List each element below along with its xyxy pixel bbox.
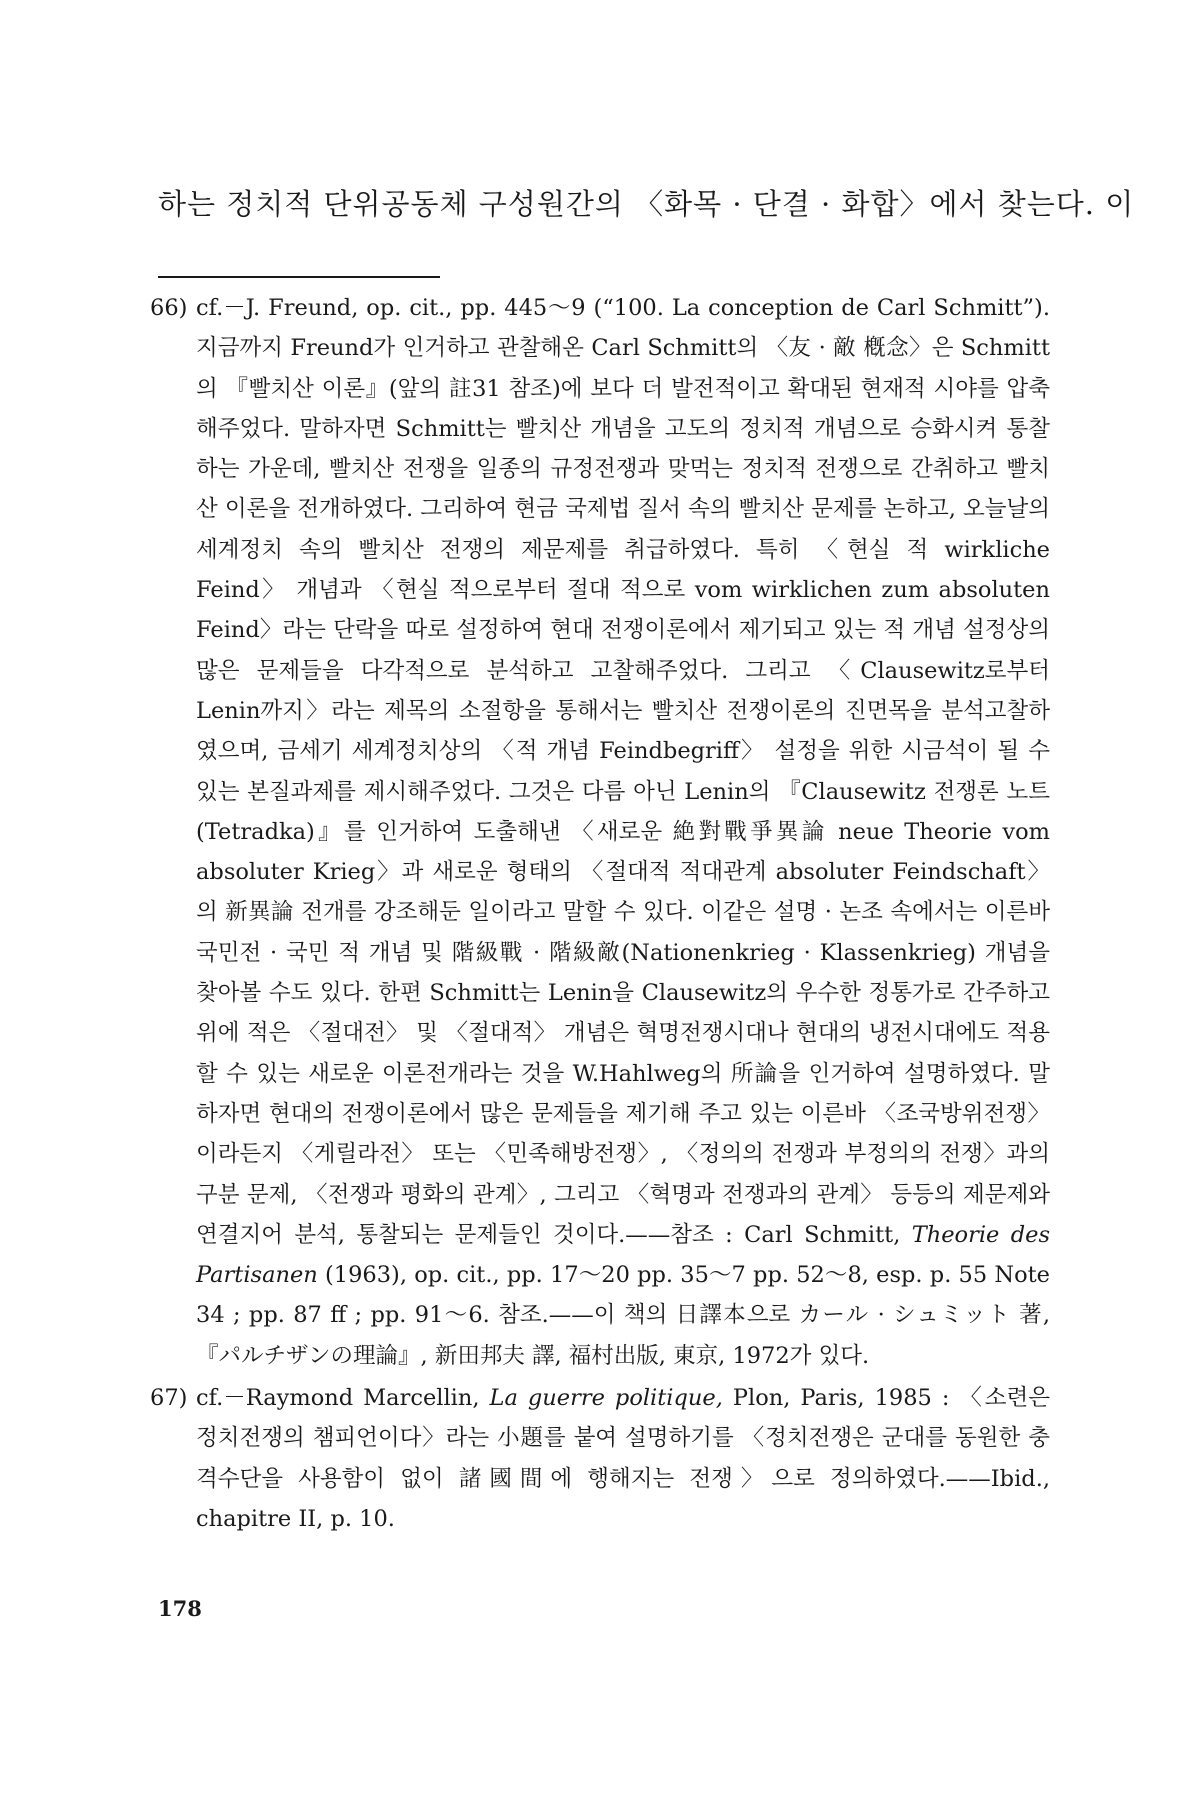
footnote-book-title: Theorie des Partisanen [196, 1221, 1051, 1289]
footnote-number: 67) [150, 1385, 188, 1412]
page-number: 178 [158, 1596, 202, 1621]
footnote-text-continued: Plon, Paris, 1985 : 〈소련은 정치전쟁의 챔피언이다〉라는 小題를 붙여 설명하기를 〈정치전쟁은 군대를 동원한 충격수단을 사용함이 없이 諸國間에 행해지는 전쟁〉으로 정의하였다.——Ibid., chapitre II, p. 10. [196, 1385, 1050, 1532]
footnote-text: cf.－Raymond Marcellin, [196, 1385, 490, 1412]
footnote-67 [150, 1378, 1050, 1539]
footnotes [150, 288, 1050, 1539]
footnote-66 [150, 288, 1050, 1376]
footnote-text-continued: (1963), op. cit., pp. 17～20 pp. 35～7 pp. 52～8, esp. p. 55 Note 34 ; pp. 87 ff ; pp. 91～6. 참조.——이 책의 日譯本으로 カール · シュミット 著, 『パルチザンの理論』, 新田邦夫 譯, 福村出版, 東京, 1972가 있다. [196, 1262, 1050, 1369]
body-text-line: 하는 정치적 단위공동체 구성원간의 〈화목 · 단결 · 화합〉에서 찾는다. 이 [158, 187, 1135, 221]
footnote-number: 66) [150, 295, 188, 321]
footnote-text: cf.－J. Freund, op. cit., pp. 445～9 (“100. La conception de Carl Schmitt”). 지금까지 Freund가 인거하고 관찰해온 Carl Schmitt의 〈友 · 敵 槪念〉은 Schmitt의 『빨치산 이론』(앞의 註31 참조)에 보다 더 발전적이고 확대된 현재적 시야를 압축해주었다. 말하자면 Schmitt는 빨치산 개념을 고도의 정치적 개념으로 승화시켜 통찰하는 가운데, 빨치산 전쟁을 일종의 규정전쟁과 맞먹는 정치적 전쟁으로 간취하고 빨치산 이론을 전개하였다. 그리하여 현금 국제법 질서 속의 빨치산 문제를 논하고, 오늘날의 세계정치 속의 빨치산 전쟁의 제문제를 취급하였다. 특히 〈현실 적 wirkliche Feind〉 개념과 〈현실 적으로부터 절대 적으로 vom wirklichen zum absoluten Feind〉라는 단락을 따로 설정하여 현대 전쟁이론에서 제기되고 있는 적 개념 설정상의 많은 문제들을 다각적으로 분석하고 고찰해주었다. 그리고 〈Clausewitz로부터 Lenin까지〉라는 제목의 소절항을 통해서는 빨치산 전쟁이론의 진면목을 분석고찰하였으며, 금세기 세계정치상의 〈적 개념 Feindbegriff〉 설정을 위한 시금석이 될 수 있는 본질과제를 제시해주었다. 그것은 다름 아닌 Lenin의 『Clausewitz 전쟁론 노트(Tetradka)』를 인거하여 도출해낸 〈새로운 絶對戰爭異論 neue Theorie vom absoluter Krieg〉과 새로운 형태의 〈절대적 적대관계 absoluter Feindschaft〉의 新異論 전개를 강조해둔 일이라고 말할 수 있다. 이같은 설명 · 논조 속에서는 이른바 국민전 · 국민 적 개념 및 階級戰 · 階級敵(Nationenkrieg · Klassenkrieg) 개념을 찾아볼 수도 있다. 한편 Schmitt는 Lenin을 Clausewitz의 우수한 정통가로 간주하고 위에 적은 〈절대전〉 및 〈절대적〉 개념은 혁명전쟁시대나 현대의 냉전시대에도 적용할 수 있는 새로운 이론전개라는 것을 W.Hahlweg의 所論을 인거하여 설명하였다. 말하자면 현대의 전쟁이론에서 많은 문제들을 제기해 주고 있는 이른바 〈조국방위전쟁〉이라든지 〈게릴라전〉 또는 〈민족해방전쟁〉, 〈정의의 전쟁과 부정의의 전쟁〉과의 구분 문제, 〈전쟁과 평화의 관계〉, 그리고 〈혁명과 전쟁과의 관계〉 등등의 제문제와 연결지어 분석, 통찰되는 문제들인 것이다.——참조 : Carl Schmitt, [196, 295, 1050, 1248]
footnote-book-title: La guerre politique, [489, 1385, 723, 1412]
footnote-separator [158, 276, 440, 278]
